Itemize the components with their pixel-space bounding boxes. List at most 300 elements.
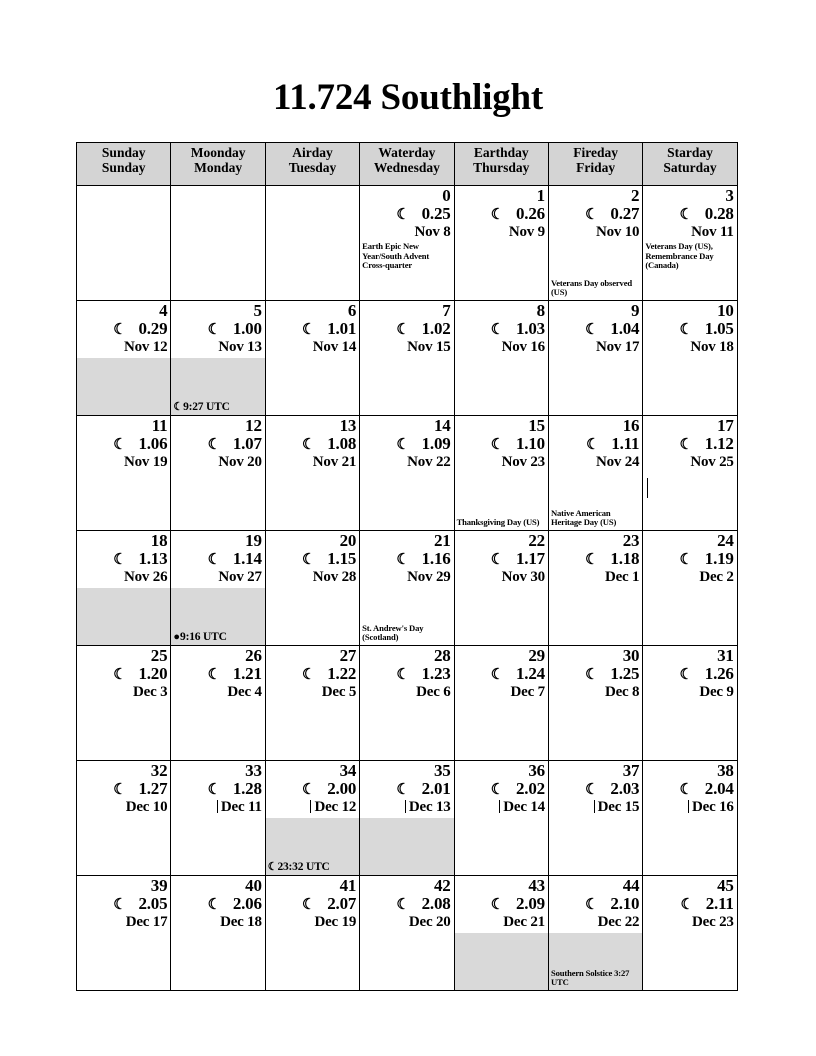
day-cell-content <box>549 876 642 990</box>
moon-phase-row <box>77 434 170 453</box>
moon-crescent-icon: ☾ <box>113 782 127 799</box>
gregorian-date <box>455 913 548 931</box>
gregorian-date-text: Nov 24 <box>595 454 640 471</box>
gregorian-date <box>549 683 642 701</box>
weekday-gregorian-name: Friday <box>576 159 616 175</box>
moon-phase-row <box>643 894 736 913</box>
gregorian-date <box>643 913 736 931</box>
day-cell-content <box>77 761 170 875</box>
calendar-day-cell[interactable] <box>360 531 454 646</box>
day-cell-content <box>455 646 548 760</box>
calendar-day-cell[interactable] <box>360 186 454 301</box>
moon-phase-value: 1.05 <box>704 319 734 339</box>
gregorian-date <box>171 453 264 471</box>
moon-crescent-icon: ☾ <box>585 897 599 914</box>
day-number: 7 <box>442 301 451 320</box>
calendar-day-cell[interactable] <box>360 876 454 991</box>
gregorian-date <box>549 223 642 241</box>
day-number: 15 <box>528 416 545 435</box>
moon-phase-value: 2.06 <box>232 894 262 914</box>
page-title: 11.724 Southlight <box>272 77 544 118</box>
gregorian-date-text: Nov 15 <box>407 339 451 356</box>
weekday-header-sunday <box>77 143 171 186</box>
day-cell-content <box>455 531 548 645</box>
moon-crescent-icon: ☾ <box>396 667 410 684</box>
weekday-header-monday <box>171 143 265 186</box>
calendar-day-cell[interactable] <box>643 301 737 416</box>
gregorian-date <box>643 453 736 471</box>
day-number: 31 <box>717 646 734 665</box>
weekday-alt-name: Moonday <box>190 145 246 160</box>
gregorian-date-text: Dec 19 <box>314 914 357 931</box>
day-cell-content <box>455 416 548 530</box>
day-event-note: Native American Heritage Day (US) <box>550 507 617 528</box>
moon-crescent-icon: ☾ <box>586 437 600 454</box>
moon-phase-value: 1.24 <box>516 664 545 684</box>
calendar-day-cell[interactable] <box>171 301 265 416</box>
calendar-day-cell[interactable] <box>454 876 548 991</box>
moon-phase-row <box>455 894 548 913</box>
calendar-day-cell[interactable] <box>171 761 265 876</box>
calendar-day-cell[interactable] <box>171 531 265 646</box>
calendar-day-cell[interactable] <box>454 416 548 531</box>
day-number: 13 <box>339 416 357 435</box>
moon-crescent-icon: ☾ <box>301 437 316 454</box>
gregorian-date <box>549 338 642 356</box>
moon-crescent-icon: ☾ <box>585 322 599 339</box>
day-cell-content <box>77 876 170 990</box>
calendar-day-cell[interactable] <box>77 416 171 531</box>
moon-crescent-icon: ☾ <box>301 322 316 339</box>
moon-phase-row <box>266 549 359 568</box>
moon-crescent-icon: ☾ <box>113 437 127 454</box>
gregorian-date <box>455 223 548 241</box>
moon-crescent-icon: ☾ <box>585 207 599 224</box>
calendar-week-row <box>77 761 738 876</box>
day-number: 36 <box>528 761 545 780</box>
gregorian-date-text: Dec 16 <box>692 799 734 816</box>
moon-crescent-icon: ☾ <box>173 400 184 413</box>
day-event-note: Veterans Day (US), Remembrance Day (Canada) <box>645 241 714 271</box>
calendar-day-cell[interactable] <box>77 876 171 991</box>
calendar-day-cell[interactable] <box>548 416 642 531</box>
moon-event-note <box>173 632 226 644</box>
moon-phase-row <box>549 204 642 223</box>
day-number: 44 <box>622 876 640 895</box>
day-number: 3 <box>725 186 734 205</box>
gregorian-date-text: Dec 8 <box>604 684 640 701</box>
moon-phase-row <box>643 779 736 798</box>
moon-phase-value: 1.08 <box>327 434 357 454</box>
day-number: 16 <box>622 416 640 435</box>
gregorian-date <box>549 568 642 586</box>
calendar-day-cell[interactable] <box>265 416 359 531</box>
calendar-day-cell[interactable] <box>454 186 548 301</box>
day-cell-content <box>549 301 642 415</box>
moon-event-note <box>268 862 330 874</box>
day-cell-content <box>77 646 170 760</box>
moon-phase-value: 1.25 <box>610 664 640 684</box>
calendar-day-cell[interactable] <box>643 531 737 646</box>
day-cell-content <box>77 531 170 645</box>
day-cell-content <box>266 761 359 875</box>
calendar-day-cell[interactable] <box>643 761 737 876</box>
moon-phase-row <box>171 779 264 798</box>
moon-phase-row <box>171 319 264 338</box>
calendar-day-cell[interactable] <box>454 761 548 876</box>
weekday-gregorian-name: Wednesday <box>373 159 440 175</box>
calendar-day-cell[interactable] <box>548 761 642 876</box>
calendar-day-cell[interactable] <box>265 761 359 876</box>
date-tick-mark-icon <box>310 800 311 813</box>
day-cell-content <box>266 876 359 990</box>
day-cell-content <box>360 531 453 645</box>
gregorian-date-text: Nov 21 <box>312 454 357 471</box>
weekday-gregorian-name: Sunday <box>101 159 146 175</box>
moon-phase-row <box>643 549 736 568</box>
gregorian-date <box>643 798 736 816</box>
day-number: 37 <box>622 761 640 780</box>
vertical-stroke-mark-icon <box>647 478 648 498</box>
calendar-day-cell[interactable] <box>548 876 642 991</box>
gregorian-date <box>360 913 453 931</box>
moon-phase-value: 2.00 <box>327 779 357 799</box>
gregorian-date-text: Nov 30 <box>501 569 545 586</box>
gregorian-date-text: Dec 21 <box>503 914 545 931</box>
moon-phase-row <box>455 664 548 683</box>
gregorian-date-text: Dec 17 <box>125 914 168 931</box>
day-number: 5 <box>253 301 262 320</box>
gregorian-date-text: Nov 8 <box>414 224 451 241</box>
gregorian-date <box>77 338 170 356</box>
day-event-note: Earth Epic New Year/South Advent Cross-quarter <box>362 241 430 271</box>
moon-phase-row <box>360 434 453 453</box>
day-event-note: St. Andrew's Day (Scotland) <box>362 622 424 643</box>
calendar-day-cell[interactable] <box>360 416 454 531</box>
gregorian-date-text: Dec 20 <box>408 914 451 931</box>
moon-phase-value: 1.04 <box>610 319 640 339</box>
gregorian-date-text: Nov 25 <box>690 454 734 471</box>
day-number: 18 <box>150 531 168 550</box>
gregorian-date-text: Dec 23 <box>692 914 734 931</box>
day-number: 29 <box>528 646 545 665</box>
moon-phase-value: 1.16 <box>421 549 451 569</box>
day-shading-band <box>455 933 548 990</box>
moon-crescent-icon: ☾ <box>679 322 693 339</box>
gregorian-date <box>77 568 170 586</box>
moon-crescent-icon: ☾ <box>113 322 127 339</box>
gregorian-date <box>266 568 359 586</box>
calendar-day-cell[interactable] <box>77 761 171 876</box>
calendar-week-row <box>77 186 738 301</box>
day-cell-content <box>360 186 453 300</box>
day-number: 0 <box>442 186 451 205</box>
calendar-day-cell[interactable] <box>643 186 737 301</box>
calendar-day-cell[interactable] <box>77 646 171 761</box>
calendar-day-cell[interactable] <box>77 531 171 646</box>
gregorian-date-text: Nov 12 <box>124 339 168 356</box>
gregorian-date <box>455 568 548 586</box>
day-cell-content <box>549 416 642 530</box>
moon-phase-row <box>643 204 736 223</box>
moon-phase-row <box>643 319 736 338</box>
day-number: 14 <box>433 416 451 435</box>
calendar-day-cell[interactable] <box>360 301 454 416</box>
gregorian-date <box>77 913 170 931</box>
moon-crescent-icon: ☾ <box>585 782 599 799</box>
day-cell-content <box>549 761 642 875</box>
gregorian-date <box>455 683 548 701</box>
gregorian-date <box>643 223 736 241</box>
day-number: 19 <box>245 531 262 550</box>
calendar-day-cell[interactable] <box>265 876 359 991</box>
calendar-day-cell[interactable] <box>360 761 454 876</box>
moon-phase-row <box>266 434 359 453</box>
calendar-day-cell[interactable] <box>454 301 548 416</box>
moon-crescent-icon: ☾ <box>490 437 504 454</box>
moon-crescent-icon: ☾ <box>679 782 693 799</box>
gregorian-date <box>77 683 170 701</box>
day-cell-content <box>171 761 264 875</box>
moon-phase-row <box>171 434 264 453</box>
moon-event-time: 23:32 UTC <box>277 860 330 873</box>
calendar-day-cell[interactable] <box>643 416 737 531</box>
day-number: 45 <box>717 876 734 895</box>
day-number: 27 <box>339 646 357 665</box>
moon-phase-row <box>549 664 642 683</box>
moon-crescent-icon: ☾ <box>207 897 221 914</box>
moon-crescent-icon: ☾ <box>679 552 693 569</box>
moon-phase-row <box>455 549 548 568</box>
day-cell-content <box>266 531 359 645</box>
gregorian-date-text: Nov 16 <box>501 339 545 356</box>
gregorian-date <box>549 913 642 931</box>
moon-crescent-icon: ☾ <box>396 897 410 914</box>
moon-event-time: 9:27 UTC <box>183 400 230 413</box>
calendar-week-row <box>77 876 738 991</box>
calendar-day-cell[interactable] <box>77 301 171 416</box>
day-shading-band <box>360 818 453 875</box>
moon-phase-value: 1.13 <box>138 549 168 569</box>
moon-crescent-icon: ☾ <box>396 207 410 224</box>
gregorian-date-text: Nov 17 <box>595 339 640 356</box>
moon-crescent-icon: ☾ <box>679 437 693 454</box>
gregorian-date <box>77 453 170 471</box>
moon-phase-row <box>77 549 170 568</box>
calendar-day-cell[interactable] <box>360 646 454 761</box>
day-number: 23 <box>622 531 640 550</box>
weekday-alt-name: Starday <box>667 145 713 160</box>
day-cell-content <box>171 531 264 645</box>
calendar-day-cell[interactable] <box>548 646 642 761</box>
day-cell-content <box>643 416 736 530</box>
moon-phase-value: 2.08 <box>421 894 451 914</box>
moon-phase-row <box>549 894 642 913</box>
moon-phase-value: 2.10 <box>610 894 640 914</box>
moon-phase-value: 1.07 <box>232 434 262 454</box>
day-number: 34 <box>339 761 357 780</box>
calendar-body <box>77 186 738 991</box>
new-moon-icon: ● <box>173 630 181 643</box>
moon-crescent-icon: ☾ <box>490 897 504 914</box>
day-shading-band <box>77 588 170 645</box>
moon-phase-value: 0.28 <box>704 204 734 224</box>
moon-phase-row <box>360 894 453 913</box>
day-cell-content <box>171 876 264 990</box>
calendar-day-cell[interactable] <box>643 876 737 991</box>
day-number: 25 <box>150 646 168 665</box>
moon-crescent-icon: ☾ <box>490 552 504 569</box>
gregorian-date-text: Nov 18 <box>690 339 734 356</box>
moon-phase-row <box>360 664 453 683</box>
moon-phase-row <box>360 204 453 223</box>
calendar-day-cell[interactable] <box>454 531 548 646</box>
calendar-day-cell[interactable] <box>548 531 642 646</box>
day-cell-content <box>643 186 736 300</box>
calendar-week-row <box>77 646 738 761</box>
day-cell-content <box>360 876 453 990</box>
gregorian-date-text: Dec 15 <box>597 799 640 816</box>
moon-event-time: 9:16 UTC <box>180 630 227 643</box>
gregorian-date <box>360 338 453 356</box>
gregorian-date <box>643 338 736 356</box>
calendar-day-cell[interactable] <box>171 416 265 531</box>
day-cell-content <box>77 301 170 415</box>
calendar-container <box>76 142 737 991</box>
moon-phase-row <box>360 549 453 568</box>
moon-phase-row <box>549 779 642 798</box>
moon-crescent-icon: ☾ <box>207 437 221 454</box>
gregorian-date-text: Dec 13 <box>408 799 451 816</box>
calendar-week-row <box>77 416 738 531</box>
moon-phase-value: 1.21 <box>232 664 262 684</box>
gregorian-date <box>455 338 548 356</box>
moon-crescent-icon: ☾ <box>267 860 278 873</box>
gregorian-date-text: Dec 12 <box>314 799 357 816</box>
weekday-alt-name: Sunday <box>101 145 146 160</box>
calendar-day-cell[interactable] <box>265 646 359 761</box>
moon-phase-value: 1.15 <box>327 549 357 569</box>
day-cell-content <box>266 301 359 415</box>
gregorian-date-text: Dec 14 <box>503 799 545 816</box>
moon-phase-row <box>266 894 359 913</box>
day-number: 1 <box>536 186 545 205</box>
day-number: 9 <box>631 301 640 320</box>
calendar-header-row <box>77 143 738 186</box>
moon-phase-value: 1.23 <box>421 664 451 684</box>
weekday-gregorian-name: Tuesday <box>288 159 337 175</box>
gregorian-date <box>643 683 736 701</box>
day-cell-content <box>643 876 736 990</box>
day-number: 17 <box>717 416 734 435</box>
moon-phase-value: 1.19 <box>704 549 734 569</box>
gregorian-date <box>266 338 359 356</box>
moon-phase-value: 1.26 <box>704 664 734 684</box>
gregorian-date-text: Dec 9 <box>699 684 734 701</box>
date-tick-mark-icon <box>688 800 689 813</box>
gregorian-date-text: Dec 3 <box>132 684 168 701</box>
moon-crescent-icon: ☾ <box>679 667 693 684</box>
gregorian-date <box>455 798 548 816</box>
calendar-table <box>76 142 738 991</box>
gregorian-date-text: Dec 5 <box>321 684 357 701</box>
day-event-note: Thanksgiving Day (US) <box>456 517 540 528</box>
day-cell-content <box>360 416 453 530</box>
moon-phase-row <box>266 779 359 798</box>
calendar-day-cell[interactable] <box>265 531 359 646</box>
day-cell-content <box>643 531 736 645</box>
moon-phase-row <box>77 664 170 683</box>
moon-phase-value: 1.12 <box>704 434 734 454</box>
moon-phase-value: 0.29 <box>138 319 168 339</box>
calendar-day-cell[interactable] <box>548 301 642 416</box>
gregorian-date <box>77 798 170 816</box>
day-cell-content <box>266 646 359 760</box>
gregorian-date-text: Nov 13 <box>218 339 262 356</box>
calendar-day-cell[interactable] <box>171 876 265 991</box>
gregorian-date <box>171 683 264 701</box>
day-cell-content <box>549 186 642 300</box>
day-cell-content <box>171 646 264 760</box>
gregorian-date <box>360 683 453 701</box>
moon-phase-value: 2.03 <box>610 779 640 799</box>
day-number: 38 <box>717 761 734 780</box>
gregorian-date-text: Nov 11 <box>691 224 734 241</box>
weekday-alt-name: Airday <box>292 145 333 160</box>
moon-crescent-icon: ☾ <box>490 207 504 224</box>
day-cell-content <box>360 646 453 760</box>
moon-phase-value: 1.22 <box>327 664 357 684</box>
moon-event-note <box>173 402 229 414</box>
weekday-gregorian-name: Monday <box>194 159 243 175</box>
gregorian-date-text: Dec 18 <box>220 914 262 931</box>
moon-crescent-icon: ☾ <box>490 322 504 339</box>
moon-crescent-icon: ☾ <box>490 782 504 799</box>
calendar-day-cell[interactable] <box>548 186 642 301</box>
gregorian-date <box>266 913 359 931</box>
moon-crescent-icon: ☾ <box>113 552 127 569</box>
day-number: 33 <box>245 761 262 780</box>
gregorian-date <box>171 798 264 816</box>
moon-phase-row <box>171 549 264 568</box>
weekday-alt-name: Fireday <box>573 145 619 160</box>
moon-phase-value: 1.20 <box>138 664 168 684</box>
moon-phase-row <box>360 779 453 798</box>
moon-phase-value: 2.04 <box>704 779 734 799</box>
moon-crescent-icon: ☾ <box>396 437 410 454</box>
day-number: 43 <box>528 876 545 895</box>
gregorian-date <box>171 913 264 931</box>
gregorian-date-text: Dec 4 <box>227 684 262 701</box>
gregorian-date-text: Nov 10 <box>595 224 640 241</box>
day-cell-content <box>643 301 736 415</box>
calendar-day-cell[interactable] <box>265 301 359 416</box>
calendar-day-cell[interactable] <box>454 646 548 761</box>
moon-crescent-icon: ☾ <box>207 322 221 339</box>
weekday-gregorian-name: Thursday <box>473 159 530 175</box>
gregorian-date <box>549 453 642 471</box>
date-tick-mark-icon <box>594 800 595 813</box>
calendar-day-cell[interactable] <box>643 646 737 761</box>
moon-phase-value: 2.09 <box>516 894 545 914</box>
day-event-note: Veterans Day observed (US) <box>550 277 632 298</box>
moon-phase-value: 1.09 <box>421 434 451 454</box>
gregorian-date-text: Nov 22 <box>407 454 451 471</box>
day-number: 40 <box>245 876 262 895</box>
calendar-day-cell[interactable] <box>171 646 265 761</box>
day-number: 28 <box>433 646 451 665</box>
moon-phase-value: 2.05 <box>138 894 168 914</box>
